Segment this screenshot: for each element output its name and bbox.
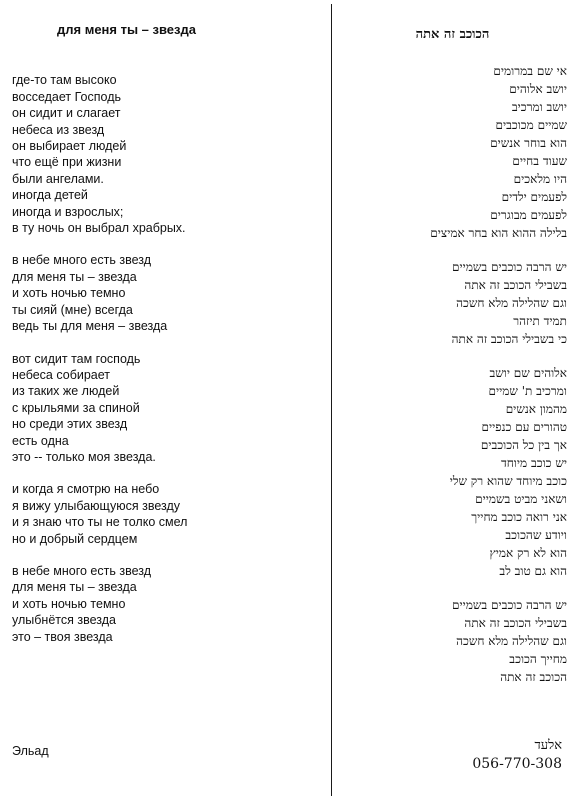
poem-line: иногда и взрослых; <box>12 204 124 219</box>
poem-line: מהמון אנשים <box>505 402 567 416</box>
russian-stanza <box>12 252 324 334</box>
poem-line: בשבילי הכוכב זה אתה <box>464 616 567 630</box>
poem-line: יושב אלוהים <box>509 82 567 96</box>
poem-line: מחייך הכוכב <box>509 652 567 666</box>
poem-line: ты сияй (мне) всегда <box>12 302 133 317</box>
poem-line: טהורים עם כנפיים <box>481 420 567 434</box>
hebrew-stanza <box>338 364 567 580</box>
poem-line: בשבילי הכוכב זה אתה <box>464 278 567 292</box>
hebrew-title: הכוכב זה אתה <box>415 27 490 42</box>
russian-poem <box>12 22 324 661</box>
poem-line: улыбнётся звезда <box>12 613 116 628</box>
poem-line: в небе много есть звезд <box>12 253 152 268</box>
poem-line: הוא לא רק אמיץ <box>489 546 567 560</box>
poem-line: вот сидит там господь <box>12 351 141 366</box>
poem-line: и я знаю что ты не толко смел <box>12 515 188 530</box>
poem-line: были ангелами. <box>12 171 104 186</box>
poem-line: ומרכיב ת' שמיים <box>488 384 567 398</box>
poem-line: לפעמים ילדים <box>501 190 567 204</box>
poem-line: ведь ты для меня – звезда <box>12 319 168 334</box>
poem-line: יש הרבה כוכבים בשמיים <box>452 260 567 274</box>
poem-line: לפעמים מבוגרים <box>490 208 567 222</box>
column-divider <box>331 4 332 796</box>
poem-line: שעוד בחיים <box>512 154 567 168</box>
poem-line: и хоть ночью темно <box>12 596 126 611</box>
poem-line: תמיד תיזהר <box>513 314 567 328</box>
hebrew-signature: אלעד <box>534 738 562 753</box>
russian-stanza <box>12 72 324 236</box>
poem-line: в небе много есть звезд <box>12 563 152 578</box>
russian-stanza <box>12 351 324 466</box>
poem-line: שמיים מכוכבים <box>495 118 567 132</box>
poem-line: для меня ты – звезда <box>12 580 137 595</box>
poem-line: он сидит и слагает <box>12 106 121 121</box>
hebrew-stanza <box>338 62 567 242</box>
poem-line: есть одна <box>12 433 69 448</box>
poem-line: אך בין כל הכוכבים <box>480 438 567 452</box>
poem-line: וגם שהלילה מלא חשכה <box>456 634 567 648</box>
poem-line: небеса из звезд <box>12 122 105 137</box>
poem-line: אני רואה כוכב מחייך <box>471 510 567 524</box>
poem-line: וגם שהלילה מלא חשכה <box>456 296 567 310</box>
poem-line: восседает Господь <box>12 89 121 104</box>
poem-line: יש כוכב מיוחד <box>500 456 567 470</box>
poem-line: иногда детей <box>12 188 88 203</box>
poem-line: я вижу улыбающуюся звезду <box>12 498 180 513</box>
poem-line: הוא גם טוב לב <box>499 564 567 578</box>
poem-line: הוא בוחר אנשים <box>490 136 567 150</box>
poem-line: בלילה ההוא הוא בחר אמיצים <box>430 226 567 240</box>
russian-stanza <box>12 481 324 547</box>
poem-line: и хоть ночью темно <box>12 286 126 301</box>
poem-line: это – твоя звезда <box>12 629 113 644</box>
poem-line: ושאני מביט בשמיים <box>475 492 567 506</box>
poem-line: с крыльями за спиной <box>12 400 140 415</box>
poem-line: יש הרבה כוכבים בשמיים <box>452 598 567 612</box>
poem-line: что ещё при жизни <box>12 155 122 170</box>
poem-line: в ту ночь он выбрал храбрых. <box>12 221 186 236</box>
hebrew-poem <box>338 26 567 702</box>
poem-line: для меня ты – звезда <box>12 269 137 284</box>
russian-stanza <box>12 563 324 645</box>
phone-number: 056-770-308 <box>472 756 562 772</box>
russian-title: для меня ты – звезда <box>57 22 196 37</box>
poem-line: אי שם במרומים <box>493 64 567 78</box>
poem-line: ויודע שהכוכב <box>505 528 567 542</box>
poem-line: יושב ומרכיב <box>511 100 567 114</box>
poem-line: אלוהים שם יושב <box>489 366 567 380</box>
poem-line: и когда я смотрю на небо <box>12 482 160 497</box>
poem-line: он выбирает людей <box>12 139 127 154</box>
hebrew-signature-block <box>472 737 562 773</box>
poem-line: но среди этих звезд <box>12 417 128 432</box>
poem-line: но и добрый сердцем <box>12 531 138 546</box>
poem-line: כי בשבילי הכוכב זה אתה <box>451 332 567 346</box>
poem-line: из таких же людей <box>12 384 120 399</box>
russian-signature: Эльад <box>12 744 49 758</box>
poem-line: היו מלאכים <box>513 172 567 186</box>
poem-line: где-то там высоко <box>12 73 117 88</box>
hebrew-stanza <box>338 596 567 686</box>
poem-line: это -- только моя звезда. <box>12 449 156 464</box>
poem-line: כוכב מיוחד שהוא רק שלי <box>449 474 567 488</box>
poem-line: הכוכב זה אתה <box>500 670 567 684</box>
poem-line: небеса собирает <box>12 367 111 382</box>
hebrew-stanza <box>338 258 567 348</box>
